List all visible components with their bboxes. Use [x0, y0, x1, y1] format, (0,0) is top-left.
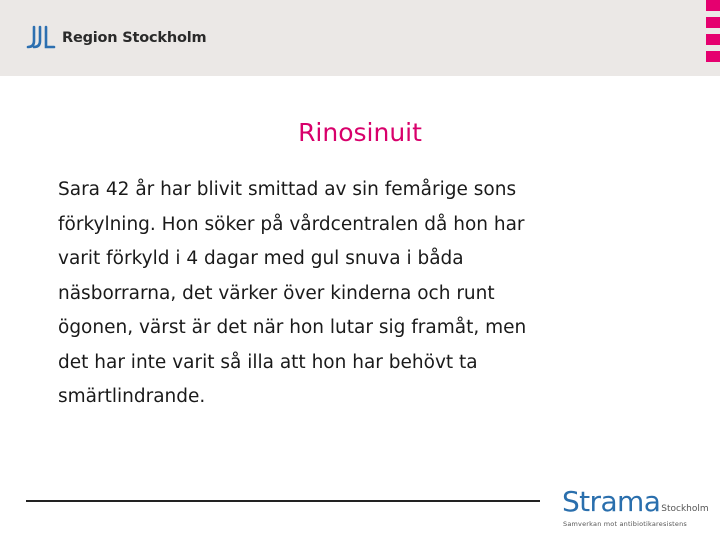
accent-square [706, 17, 720, 28]
accent-square [706, 34, 720, 45]
accent-square [706, 0, 720, 11]
region-stockholm-emblem-icon [26, 25, 56, 51]
strama-logo [562, 485, 709, 518]
body-line: ögonen, värst är det när hon lutar sig framåt, men [58, 317, 527, 338]
accent-square [706, 51, 720, 62]
body-line: det har inte varit så illa att hon har behövt ta [58, 351, 478, 373]
strama-location: Stockholm [661, 504, 709, 514]
body-line: varit förkyld i 4 dagar med gul snuva i båda [58, 248, 464, 269]
strama-wordmark: Strama [562, 485, 661, 518]
body-line: näsborrarna, det värker över kinderna och runt [58, 282, 495, 304]
slide-title: Rinosinuit [298, 118, 422, 147]
logo-text: Region Stockholm [62, 30, 207, 46]
region-stockholm-logo [26, 25, 206, 51]
strama-tagline: Samverkan mot antibiotikaresistens [563, 520, 688, 528]
header-band [0, 0, 720, 76]
body-line: förkylning. Hon söker på vårdcentralen då hon har [58, 213, 525, 235]
slide-body [58, 173, 678, 415]
body-line: Sara 42 år har blivit smittad av sin femårige sons [58, 179, 517, 200]
footer-divider [26, 500, 540, 502]
body-line: smärtlindrande. [58, 386, 206, 407]
